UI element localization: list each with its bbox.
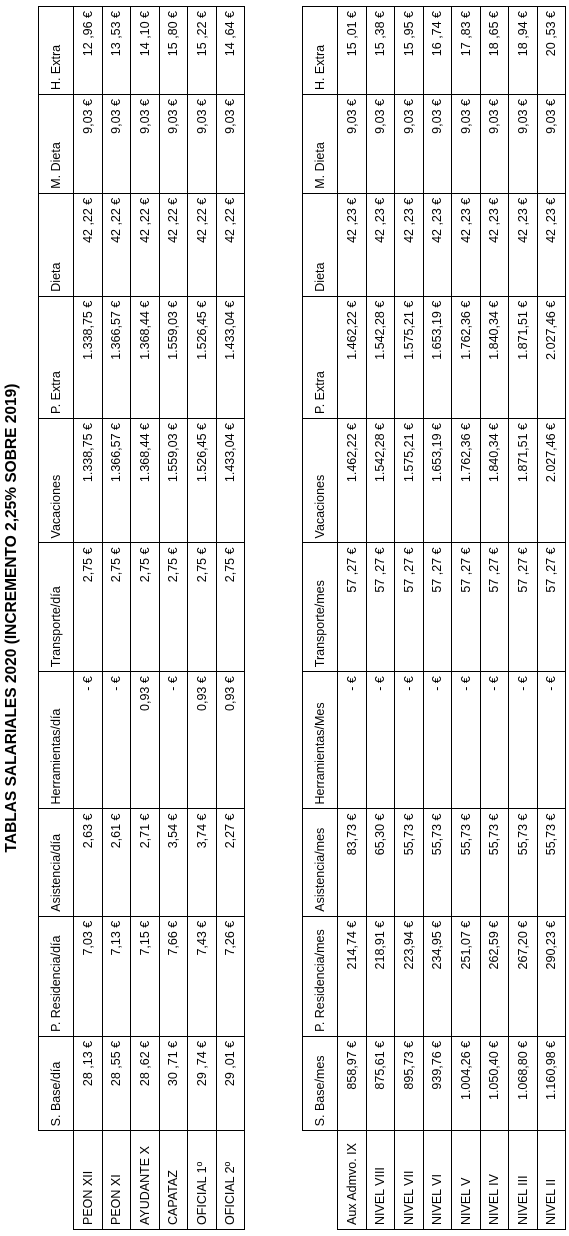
table-cell: 18 ,94 €	[509, 7, 538, 95]
table-row	[102, 7, 131, 1230]
table-cell: 1.050,40 €	[480, 1036, 509, 1130]
table-cell: 1.526,45 €	[188, 296, 217, 418]
row-label: NIVEL V	[452, 1131, 481, 1230]
table-cell: 29 ,74 €	[188, 1036, 217, 1130]
table-row	[509, 7, 538, 1230]
table-cell: 1.368,44 €	[131, 296, 160, 418]
column-header: P. Extra	[39, 296, 74, 418]
column-header: P. Extra	[303, 296, 338, 418]
table-cell: 0,93 €	[188, 672, 217, 809]
table-row	[480, 7, 509, 1230]
table-cell: 3,54 €	[159, 809, 188, 916]
table-cell: 7,43 €	[188, 916, 217, 1036]
table-row	[216, 7, 245, 1230]
table-cell: 15 ,38 €	[366, 7, 395, 95]
row-label: NIVEL IV	[480, 1131, 509, 1230]
table-cell: 2.027,46 €	[537, 419, 566, 543]
row-label: NIVEL II	[537, 1131, 566, 1230]
header-corner	[39, 1131, 74, 1230]
column-header: H. Extra	[39, 7, 74, 95]
table-cell: 1.366,57 €	[102, 419, 131, 543]
table-cell: 42 ,22 €	[131, 193, 160, 296]
table-cell: 55,73 €	[509, 809, 538, 916]
table-cell: 17 ,83 €	[452, 7, 481, 95]
column-header: S. Base/mes	[303, 1036, 338, 1130]
table-cell: - €	[74, 672, 103, 809]
table-cell: 42 ,22 €	[159, 193, 188, 296]
table-cell: 42 ,23 €	[537, 193, 566, 296]
table-cell: 1.004,26 €	[452, 1036, 481, 1130]
table-cell: 2.027,46 €	[537, 296, 566, 418]
table-cell: 2,71 €	[131, 809, 160, 916]
table-cell: 9,03 €	[188, 95, 217, 194]
table-cell: 9,03 €	[131, 95, 160, 194]
table-cell: 16 ,74 €	[423, 7, 452, 95]
table-cell: 9,03 €	[480, 95, 509, 194]
table-cell: 1.338,75 €	[74, 419, 103, 543]
column-header: Asistencia/día	[39, 809, 74, 916]
table-cell: 1.542,28 €	[366, 296, 395, 418]
table-cell: 3,74 €	[188, 809, 217, 916]
table-cell: 42 ,23 €	[366, 193, 395, 296]
column-header: Dieta	[303, 193, 338, 296]
monthly-salary-table	[302, 6, 566, 1230]
table-cell: - €	[395, 672, 424, 809]
table-cell: 895,73 €	[395, 1036, 424, 1130]
column-header: H. Extra	[303, 7, 338, 95]
table-cell: 7,15 €	[131, 916, 160, 1036]
table-cell: 55,73 €	[395, 809, 424, 916]
table-cell: - €	[480, 672, 509, 809]
table-cell: 12 ,96 €	[74, 7, 103, 95]
table-cell: 18 ,65 €	[480, 7, 509, 95]
table-cell: 2,27 €	[216, 809, 245, 916]
table-cell: 214,74 €	[338, 916, 367, 1036]
table-cell: 57 ,27 €	[395, 543, 424, 672]
table-cell: - €	[423, 672, 452, 809]
table-cell: 1.762,36 €	[452, 419, 481, 543]
table-cell: 267,20 €	[509, 916, 538, 1036]
table-header-row	[303, 7, 338, 1230]
table-cell: 42 ,22 €	[74, 193, 103, 296]
table-cell: 1.762,36 €	[452, 296, 481, 418]
row-label: OFICIAL 2º	[216, 1131, 245, 1230]
table-cell: 1.653,19 €	[423, 419, 452, 543]
table-cell: 42 ,22 €	[188, 193, 217, 296]
row-label: PEON XI	[102, 1131, 131, 1230]
table-cell: 251,07 €	[452, 916, 481, 1036]
column-header: P. Residencia/mes	[303, 916, 338, 1036]
table-cell: 1.368,44 €	[131, 419, 160, 543]
table-cell: 1.526,45 €	[188, 419, 217, 543]
table-cell: - €	[509, 672, 538, 809]
table-cell: 42 ,23 €	[423, 193, 452, 296]
table-cell: 55,73 €	[480, 809, 509, 916]
table-cell: 1.575,21 €	[395, 296, 424, 418]
table-cell: 42 ,22 €	[216, 193, 245, 296]
row-label: OFICIAL 1º	[188, 1131, 217, 1230]
table-cell: 7,03 €	[74, 916, 103, 1036]
table-cell: 9,03 €	[452, 95, 481, 194]
table-cell: 1.462,22 €	[338, 296, 367, 418]
table-cell: 1.871,51 €	[509, 296, 538, 418]
table-cell: 14 ,10 €	[131, 7, 160, 95]
table-cell: 57 ,27 €	[452, 543, 481, 672]
column-header: Vacaciones	[39, 419, 74, 543]
table-cell: 858,97 €	[338, 1036, 367, 1130]
column-header: M. Dieta	[303, 95, 338, 194]
table-cell: 290,23 €	[537, 916, 566, 1036]
table-cell: 57 ,27 €	[480, 543, 509, 672]
table-cell: 9,03 €	[395, 95, 424, 194]
table-cell: 9,03 €	[509, 95, 538, 194]
column-header: Transporte/día	[39, 543, 74, 672]
table-cell: 1.653,19 €	[423, 296, 452, 418]
table-cell: 57 ,27 €	[537, 543, 566, 672]
table-cell: 9,03 €	[338, 95, 367, 194]
table-cell: 9,03 €	[423, 95, 452, 194]
table-cell: 2,61 €	[102, 809, 131, 916]
table-cell: - €	[366, 672, 395, 809]
table-cell: 1.433,04 €	[216, 296, 245, 418]
table-cell: 1.559,03 €	[159, 296, 188, 418]
table-cell: 1.542,28 €	[366, 419, 395, 543]
table-cell: 9,03 €	[102, 95, 131, 194]
table-cell: 2,75 €	[159, 543, 188, 672]
table-cell: 57 ,27 €	[338, 543, 367, 672]
table-cell: 939,76 €	[423, 1036, 452, 1130]
row-label: NIVEL VI	[423, 1131, 452, 1230]
header-corner	[303, 1131, 338, 1230]
table-cell: 7,66 €	[159, 916, 188, 1036]
table-cell: 0,93 €	[216, 672, 245, 809]
table-cell: 875,61 €	[366, 1036, 395, 1130]
table-cell: 13 ,53 €	[102, 7, 131, 95]
column-header: Transporte/mes	[303, 543, 338, 672]
table-cell: 1.068,80 €	[509, 1036, 538, 1130]
table-cell: 42 ,23 €	[338, 193, 367, 296]
row-label: CAPATAZ	[159, 1131, 188, 1230]
row-label: Aux Admvo. IX	[338, 1131, 367, 1230]
table-row	[159, 7, 188, 1230]
table-cell: 83,73 €	[338, 809, 367, 916]
table-cell: 42 ,23 €	[395, 193, 424, 296]
table-cell: - €	[159, 672, 188, 809]
table-cell: 1.575,21 €	[395, 419, 424, 543]
table-cell: - €	[338, 672, 367, 809]
table-cell: 42 ,23 €	[509, 193, 538, 296]
table-cell: - €	[452, 672, 481, 809]
table-cell: 218,91 €	[366, 916, 395, 1036]
table-cell: 1.840,34 €	[480, 419, 509, 543]
table-cell: 9,03 €	[74, 95, 103, 194]
table-cell: 2,75 €	[188, 543, 217, 672]
table-cell: 42 ,23 €	[480, 193, 509, 296]
table-cell: 7,26 €	[216, 916, 245, 1036]
table-cell: 262,59 €	[480, 916, 509, 1036]
table-cell: 9,03 €	[159, 95, 188, 194]
table-cell: 9,03 €	[537, 95, 566, 194]
table-cell: 14 ,64 €	[216, 7, 245, 95]
table-row	[452, 7, 481, 1230]
table-cell: 28 ,55 €	[102, 1036, 131, 1130]
table-row	[395, 7, 424, 1230]
column-header: S. Base/día	[39, 1036, 74, 1130]
table-row	[74, 7, 103, 1230]
table-cell: 1.559,03 €	[159, 419, 188, 543]
table-row	[338, 7, 367, 1230]
table-cell: 42 ,23 €	[452, 193, 481, 296]
page-title: TABLAS SALARIALES 2020 (INCREMENTO 2,25% SOBRE 2019)	[3, 383, 20, 853]
table-cell: 55,73 €	[452, 809, 481, 916]
table-cell: 2,75 €	[102, 543, 131, 672]
column-header: Vacaciones	[303, 419, 338, 543]
table-row	[537, 7, 566, 1230]
table-cell: 234,95 €	[423, 916, 452, 1036]
row-label: PEON XII	[74, 1131, 103, 1230]
table-cell: 42 ,22 €	[102, 193, 131, 296]
table-cell: - €	[102, 672, 131, 809]
table-cell: - €	[537, 672, 566, 809]
table-cell: 15 ,22 €	[188, 7, 217, 95]
table-cell: 2,75 €	[131, 543, 160, 672]
table-cell: 57 ,27 €	[509, 543, 538, 672]
table-cell: 55,73 €	[537, 809, 566, 916]
table-cell: 15 ,01 €	[338, 7, 367, 95]
row-label: AYUDANTE X	[131, 1131, 160, 1230]
table-cell: 223,94 €	[395, 916, 424, 1036]
column-header: Dieta	[39, 193, 74, 296]
column-header: Asistencia/mes	[303, 809, 338, 916]
table-cell: 20 ,53 €	[537, 7, 566, 95]
table-header-row	[39, 7, 74, 1230]
table-cell: 7,13 €	[102, 916, 131, 1036]
table-cell: 30 ,71 €	[159, 1036, 188, 1130]
row-label: NIVEL III	[509, 1131, 538, 1230]
table-cell: 57 ,27 €	[366, 543, 395, 672]
column-header: Herramientas/Mes	[303, 672, 338, 809]
table-row	[423, 7, 452, 1230]
table-row	[188, 7, 217, 1230]
table-cell: 1.160,98 €	[537, 1036, 566, 1130]
table-cell: 2,63 €	[74, 809, 103, 916]
table-cell: 1.433,04 €	[216, 419, 245, 543]
table-cell: 9,03 €	[216, 95, 245, 194]
table-cell: 29 ,01 €	[216, 1036, 245, 1130]
table-cell: 28 ,13 €	[74, 1036, 103, 1130]
table-cell: 0,93 €	[131, 672, 160, 809]
table-cell: 28 ,62 €	[131, 1036, 160, 1130]
row-label: NIVEL VII	[395, 1131, 424, 1230]
table-cell: 15 ,80 €	[159, 7, 188, 95]
table-cell: 1.366,57 €	[102, 296, 131, 418]
table-cell: 1.462,22 €	[338, 419, 367, 543]
table-cell: 55,73 €	[423, 809, 452, 916]
table-cell: 57 ,27 €	[423, 543, 452, 672]
table-cell: 1.871,51 €	[509, 419, 538, 543]
column-header: Herramientas/día	[39, 672, 74, 809]
table-cell: 2,75 €	[74, 543, 103, 672]
table-cell: 1.338,75 €	[74, 296, 103, 418]
column-header: M. Dieta	[39, 95, 74, 194]
column-header: P. Residencia/día	[39, 916, 74, 1036]
table-row	[366, 7, 395, 1230]
table-cell: 1.840,34 €	[480, 296, 509, 418]
table-cell: 2,75 €	[216, 543, 245, 672]
table-cell: 9,03 €	[366, 95, 395, 194]
table-cell: 15 ,95 €	[395, 7, 424, 95]
table-row	[131, 7, 160, 1230]
row-label: NIVEL VIII	[366, 1131, 395, 1230]
table-cell: 65,30 €	[366, 809, 395, 916]
daily-salary-table	[38, 6, 245, 1230]
